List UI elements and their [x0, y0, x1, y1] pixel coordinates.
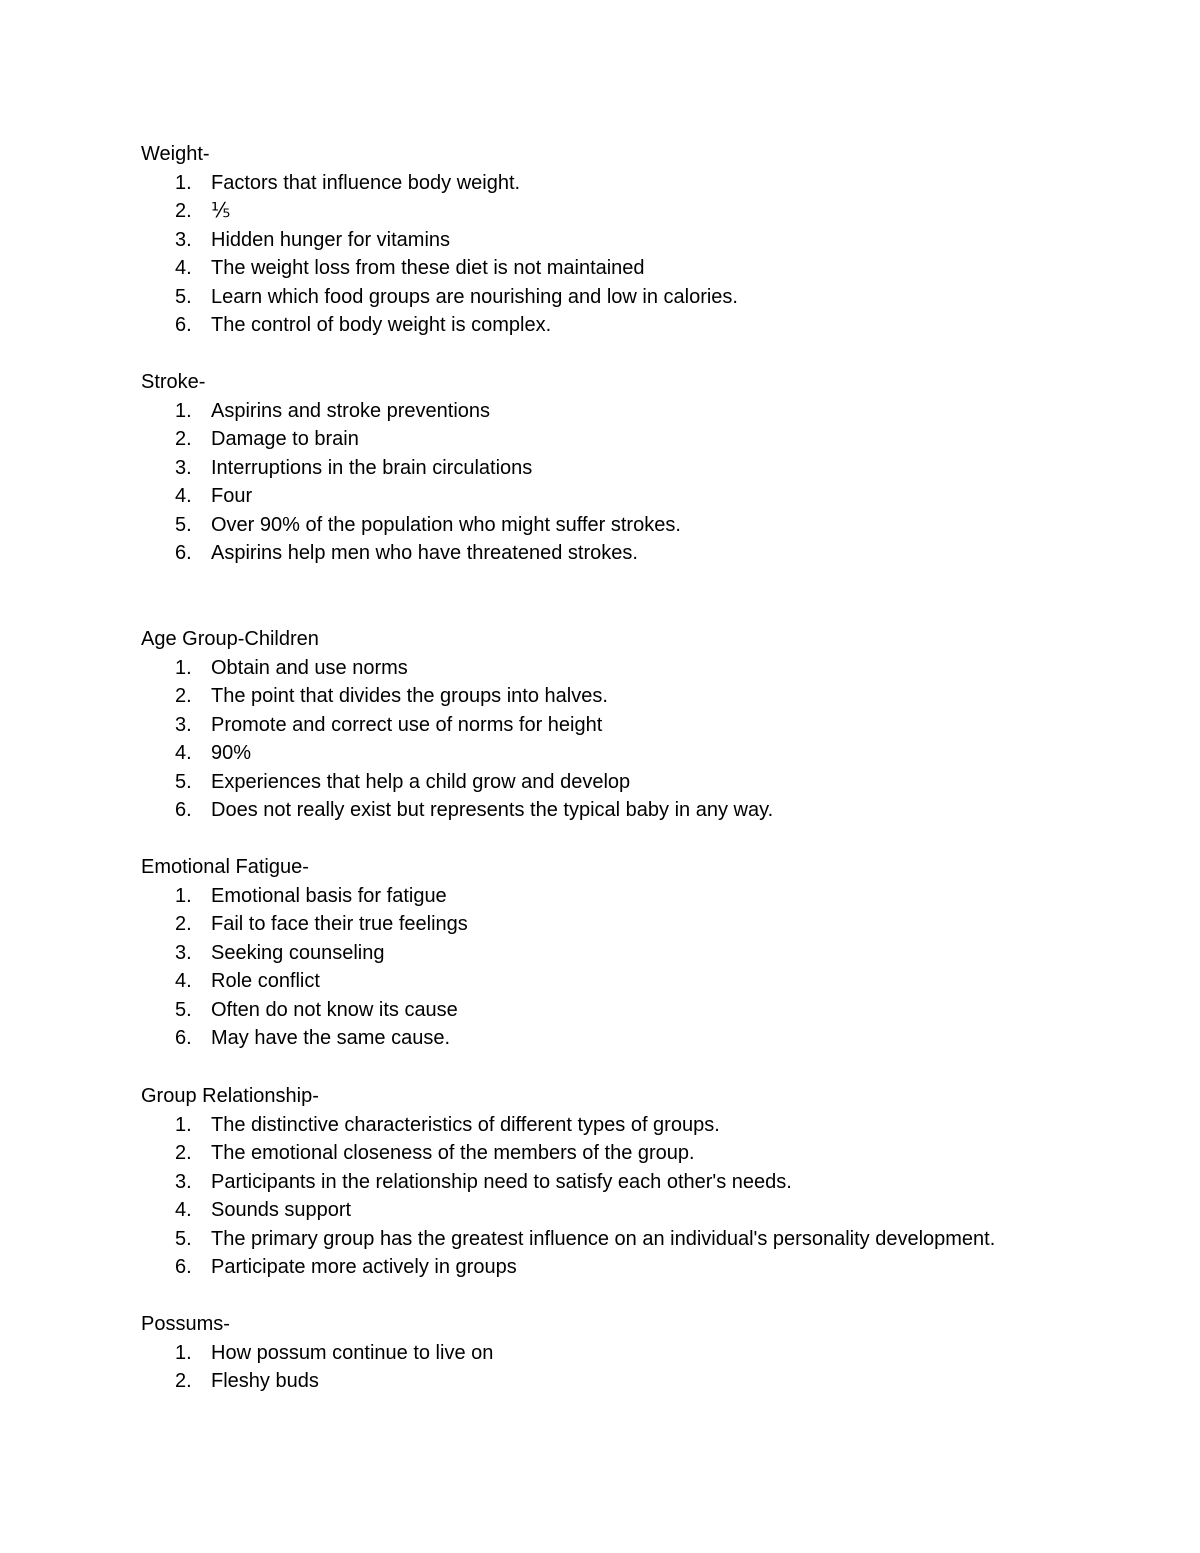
item-text: Participate more actively in groups	[211, 1256, 517, 1278]
list-item	[141, 996, 458, 1025]
item-text: Aspirins and stroke preventions	[211, 399, 491, 422]
item-text: Interruptions in the brain circulations	[211, 456, 533, 479]
list-item	[141, 1111, 720, 1140]
section-group-relationship	[141, 1082, 996, 1282]
item-number: 5.	[175, 285, 192, 308]
list-item	[141, 397, 491, 426]
numbered-list	[141, 1111, 996, 1282]
item-number: 1.	[175, 656, 192, 679]
numbered-list	[141, 397, 681, 568]
list-item	[141, 454, 533, 483]
item-text: Sounds support	[211, 1199, 352, 1221]
item-number: 2.	[175, 913, 192, 935]
list-item	[141, 1339, 494, 1368]
list-item	[141, 311, 552, 340]
item-text: Over 90% of the population who might suffer strokes.	[211, 513, 681, 536]
list-item	[141, 654, 408, 683]
item-number: 4.	[175, 485, 192, 507]
numbered-list	[141, 654, 774, 825]
item-number: 3.	[175, 713, 192, 736]
list-item	[141, 768, 631, 797]
list-item	[141, 967, 320, 996]
section-age-group-children	[141, 625, 774, 825]
list-item	[141, 1139, 695, 1168]
list-item	[141, 910, 468, 939]
item-text: Factors that influence body weight.	[211, 171, 521, 194]
item-number: 4.	[175, 970, 192, 992]
list-item	[141, 482, 253, 511]
section-emotional-fatigue	[141, 853, 468, 1053]
item-text: The weight loss from these diet is not maintained	[211, 257, 645, 279]
item-number: 1.	[175, 1341, 192, 1364]
section-weight	[141, 140, 738, 340]
numbered-list	[141, 169, 738, 340]
numbered-list	[141, 1339, 494, 1396]
numbered-list	[141, 882, 468, 1053]
section-possums	[141, 1310, 494, 1396]
section-heading: Possums-	[141, 1313, 230, 1335]
item-number: 3.	[175, 228, 192, 251]
item-number: 2.	[175, 200, 192, 222]
list-item	[141, 1253, 517, 1282]
item-text: Fail to face their true feelings	[211, 913, 468, 935]
item-number: 1.	[175, 399, 192, 422]
list-item	[141, 739, 319, 768]
item-number: 2.	[175, 428, 192, 450]
item-number: 4.	[175, 742, 192, 764]
item-text: Fleshy buds	[211, 1370, 319, 1392]
item-number: 2.	[175, 1370, 192, 1392]
section-heading: Group Relationship-	[141, 1085, 319, 1107]
list-item	[141, 283, 738, 312]
item-text: Damage to brain	[211, 428, 359, 450]
item-text: Aspirins help men who have threatened strokes.	[211, 542, 638, 564]
item-text: Emotional basis for fatigue	[211, 884, 447, 907]
item-text: The control of body weight is complex.	[211, 314, 552, 336]
item-number: 6.	[175, 1027, 192, 1049]
item-number: 4.	[175, 1199, 192, 1221]
item-number: 6.	[175, 1256, 192, 1278]
item-text: How possum continue to live on	[211, 1341, 494, 1364]
list-item	[141, 939, 385, 968]
list-item	[141, 1225, 996, 1254]
item-text: Four	[211, 485, 253, 507]
item-text: Does not really exist but represents the typical baby in any way.	[211, 799, 774, 821]
list-item	[141, 682, 608, 711]
item-number: 1.	[175, 884, 192, 907]
item-number: 2.	[175, 1142, 192, 1164]
list-item	[141, 1024, 451, 1053]
section-heading: Stroke-	[141, 371, 206, 393]
list-item	[141, 254, 645, 283]
item-number: 6.	[175, 314, 192, 336]
item-text: Often do not know its cause	[211, 998, 458, 1021]
item-number: 6.	[175, 542, 192, 564]
item-text: The distinctive characteristics of different types of groups.	[211, 1113, 720, 1136]
item-number: 5.	[175, 513, 192, 536]
item-text: Promote and correct use of norms for height	[211, 713, 603, 736]
item-text: May have the same cause.	[211, 1027, 451, 1049]
item-text: 90%	[211, 742, 252, 764]
list-item	[141, 197, 231, 226]
item-number: 3.	[175, 941, 192, 964]
item-number: 3.	[175, 456, 192, 479]
item-text: Seeking counseling	[211, 941, 385, 964]
list-item	[141, 169, 521, 198]
item-text: The emotional closeness of the members of the group.	[211, 1142, 695, 1164]
list-item	[141, 1196, 352, 1225]
list-item	[141, 539, 638, 568]
list-item	[141, 1168, 792, 1197]
item-number: 2.	[175, 685, 192, 707]
list-item	[141, 425, 359, 454]
item-number: 1.	[175, 1113, 192, 1136]
item-text: Experiences that help a child grow and develop	[211, 770, 631, 793]
list-item	[141, 511, 681, 540]
section-heading: Age Group-Children	[141, 628, 319, 650]
section-heading: Weight-	[141, 143, 210, 165]
section-stroke	[141, 368, 681, 568]
list-item	[141, 711, 603, 740]
item-text: Participants in the relationship need to satisfy each other's needs.	[211, 1170, 792, 1193]
item-number: 5.	[175, 770, 192, 793]
list-item	[141, 226, 451, 255]
section-heading: Emotional Fatigue-	[141, 856, 309, 878]
item-text: The point that divides the groups into halves.	[211, 685, 608, 707]
item-number: 3.	[175, 1170, 192, 1193]
item-text: ⅕	[211, 200, 231, 222]
item-text: Obtain and use norms	[211, 656, 408, 679]
item-text: Role conflict	[211, 970, 320, 992]
item-number: 5.	[175, 1227, 192, 1250]
item-text: Hidden hunger for vitamins	[211, 228, 451, 251]
item-text: The primary group has the greatest influence on an individual's personality development.	[211, 1227, 996, 1250]
list-item	[141, 796, 774, 825]
item-text: Learn which food groups are nourishing and low in calories.	[211, 285, 738, 308]
item-number: 5.	[175, 998, 192, 1021]
item-number: 6.	[175, 799, 192, 821]
item-number: 4.	[175, 257, 192, 279]
list-item	[141, 882, 447, 911]
list-item	[141, 1367, 319, 1396]
item-number: 1.	[175, 171, 192, 194]
